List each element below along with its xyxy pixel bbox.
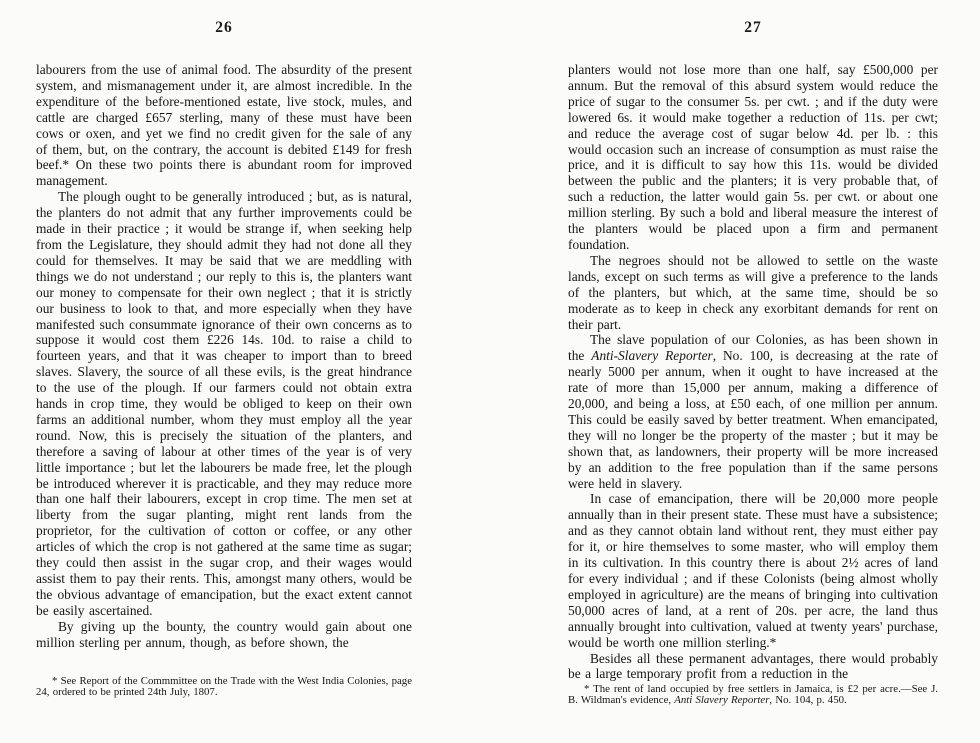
- footnote: [568, 684, 938, 707]
- page-number-right: 27: [744, 19, 762, 36]
- text-segment: labourers from the use of animal food. The absurdity of the present system, and mismanagement under it, are almost incredible. In the expenditure of the before-mentioned estate, live stock, mules, and cattle are charged £657 sterling, many of these must have been cows or oxen, and yet we find no credit given for the sale of any of them, but, on the contrary, the account is debited £149 for fresh beef.* On these two points there is abundant room for improved management.: [36, 62, 412, 189]
- paragraph: [568, 253, 938, 333]
- footnote-text: , No. 104, p. 450.: [769, 694, 847, 707]
- italic-text: Anti Slavery Reporter: [674, 694, 770, 707]
- paragraph: [568, 491, 938, 650]
- footnote-text: * The rent of land occupied by free settlers in Jamaica, is £2 per acre.—See J. B. Wildman's evidence,: [568, 682, 938, 707]
- paragraph: [568, 62, 938, 253]
- text-segment: In case of emancipation, there will be 20,000 more people annually than in their present state. These must have a subsistence; and as they cannot obtain land without rent, they must either pay for it, or hire themselves to some master, who will employ them in its cultivation. In this country there is about 2½ acres of land for every individual ; and if these Colonists (being almost wholly employed in agriculture) are the means of bringing into cultivation 50,000 acres of land, at a rent of 20s. per acre, the land thus annually brought into cultivation, valued at twenty years' purchase, would be worth one million sterling.*: [568, 491, 938, 650]
- text-segment: planters would not lose more than one half, say £500,000 per annum. But the removal of this absurd system would reduce the price of sugar to the consumer 5s. per cwt. ; and if the duty were lowered 6s. it would make together a reduction of 11s. per cwt; and reduce the average cost of sugar below 4d. per lb. : this would occasion such an increase of consumption as must raise the price, and it is difficult to say how this 11s. would be divided between the public and the planters; it is very probable that, of such a reduction, the latter would gain 5s. per cwt. or about one million sterling. By such a bold and liberal measure the interest of the planters would be placed upon a firm and permanent foundation.: [568, 62, 938, 252]
- paragraph: [568, 332, 938, 491]
- page-26: [36, 18, 412, 725]
- paragraph: [568, 651, 938, 683]
- text-segment: , No. 100, is decreasing at the rate of nearly 5000 per annum, when it ought to have increased at the rate of more than 15,000 per annum, making a difference of 20,000, and being a loss, at £50 each, of one million per annum. This could be easily saved by better treatment. When emancipated, they will no longer be the property of the master ; but it may be shown that, as landowners, their property will be more increased by an addition to the free population than if the same persons were held in slavery.: [568, 348, 938, 491]
- paragraph: [36, 189, 412, 618]
- footnote-text: * See Report of the Commmittee on the Trade with the West India Colonies, page 24, ordered to be printed 24th July, 1807.: [36, 674, 412, 699]
- paragraph: [36, 62, 412, 189]
- page-body: [568, 62, 938, 682]
- italic-text: Anti-Slavery Reporter: [591, 348, 713, 364]
- footnote: [36, 676, 412, 699]
- page-body: [36, 62, 412, 651]
- text-segment: Besides all these permanent advantages, there would probably be a large temporary profit from a reduction in the: [568, 650, 938, 682]
- page-27: [568, 18, 938, 725]
- page-number-left: 26: [215, 19, 233, 36]
- text-segment: By giving up the bounty, the country would gain about one million sterling per annum, though, as before shown, the: [36, 618, 412, 650]
- text-segment: The plough ought to be generally introduced ; but, as is natural, the planters do not admit that any further improvements could be made in their practice ; it would be strange if, when seeking help from the Legislature, they should admit they had not done all they could for themselves. It may be said that we are meddling with things we do not understand ; our reply to this is, the planters want our money to compensate for their own neglect ; that it is strictly our business to look to that, and more especially when they have manifested such consummate ignorance of their own concerns as to suppose it would cost them £226 14s. 10d. to raise a child to fourteen years, and that it was cheaper to import than to breed slaves. Slavery, the source of all these evils, is the great hindrance to the use of the plough. If our farmers could not obtain extra hands in crop time, they would be obliged to keep on their own farms an additional number, whom they must employ all the year round. Now, this is precisely the situation of the planters, and therefore a saving of labour at other times of the year is of very little importance ; but let the labourers be made free, let the plough be introduced wherever it is practicable, and they may reduce more than one half their labourers, except in crop time. The men set at liberty from the sugar planting, might rent lands from the proprietor, for the cultivation of cotton or coffee, or any other articles of which the crop is not gathered at the same time as sugar; they could then assist in the sugar crop, and their wages would assist them to pay their rents. This, amongst many others, would be the obvious advantage of emancipation, but the exact extent cannot be easily ascertained.: [36, 189, 412, 618]
- text-segment: The negroes should not be allowed to settle on the waste lands, except on such terms as will give a preference to the lands of the planters, but which, at the same time, should be so moderate as to keep in check any exorbitant demands for rent on their part.: [568, 252, 938, 332]
- text-segment: The slave population of our Colonies, as has been shown in the: [568, 332, 938, 364]
- paragraph: [36, 619, 412, 651]
